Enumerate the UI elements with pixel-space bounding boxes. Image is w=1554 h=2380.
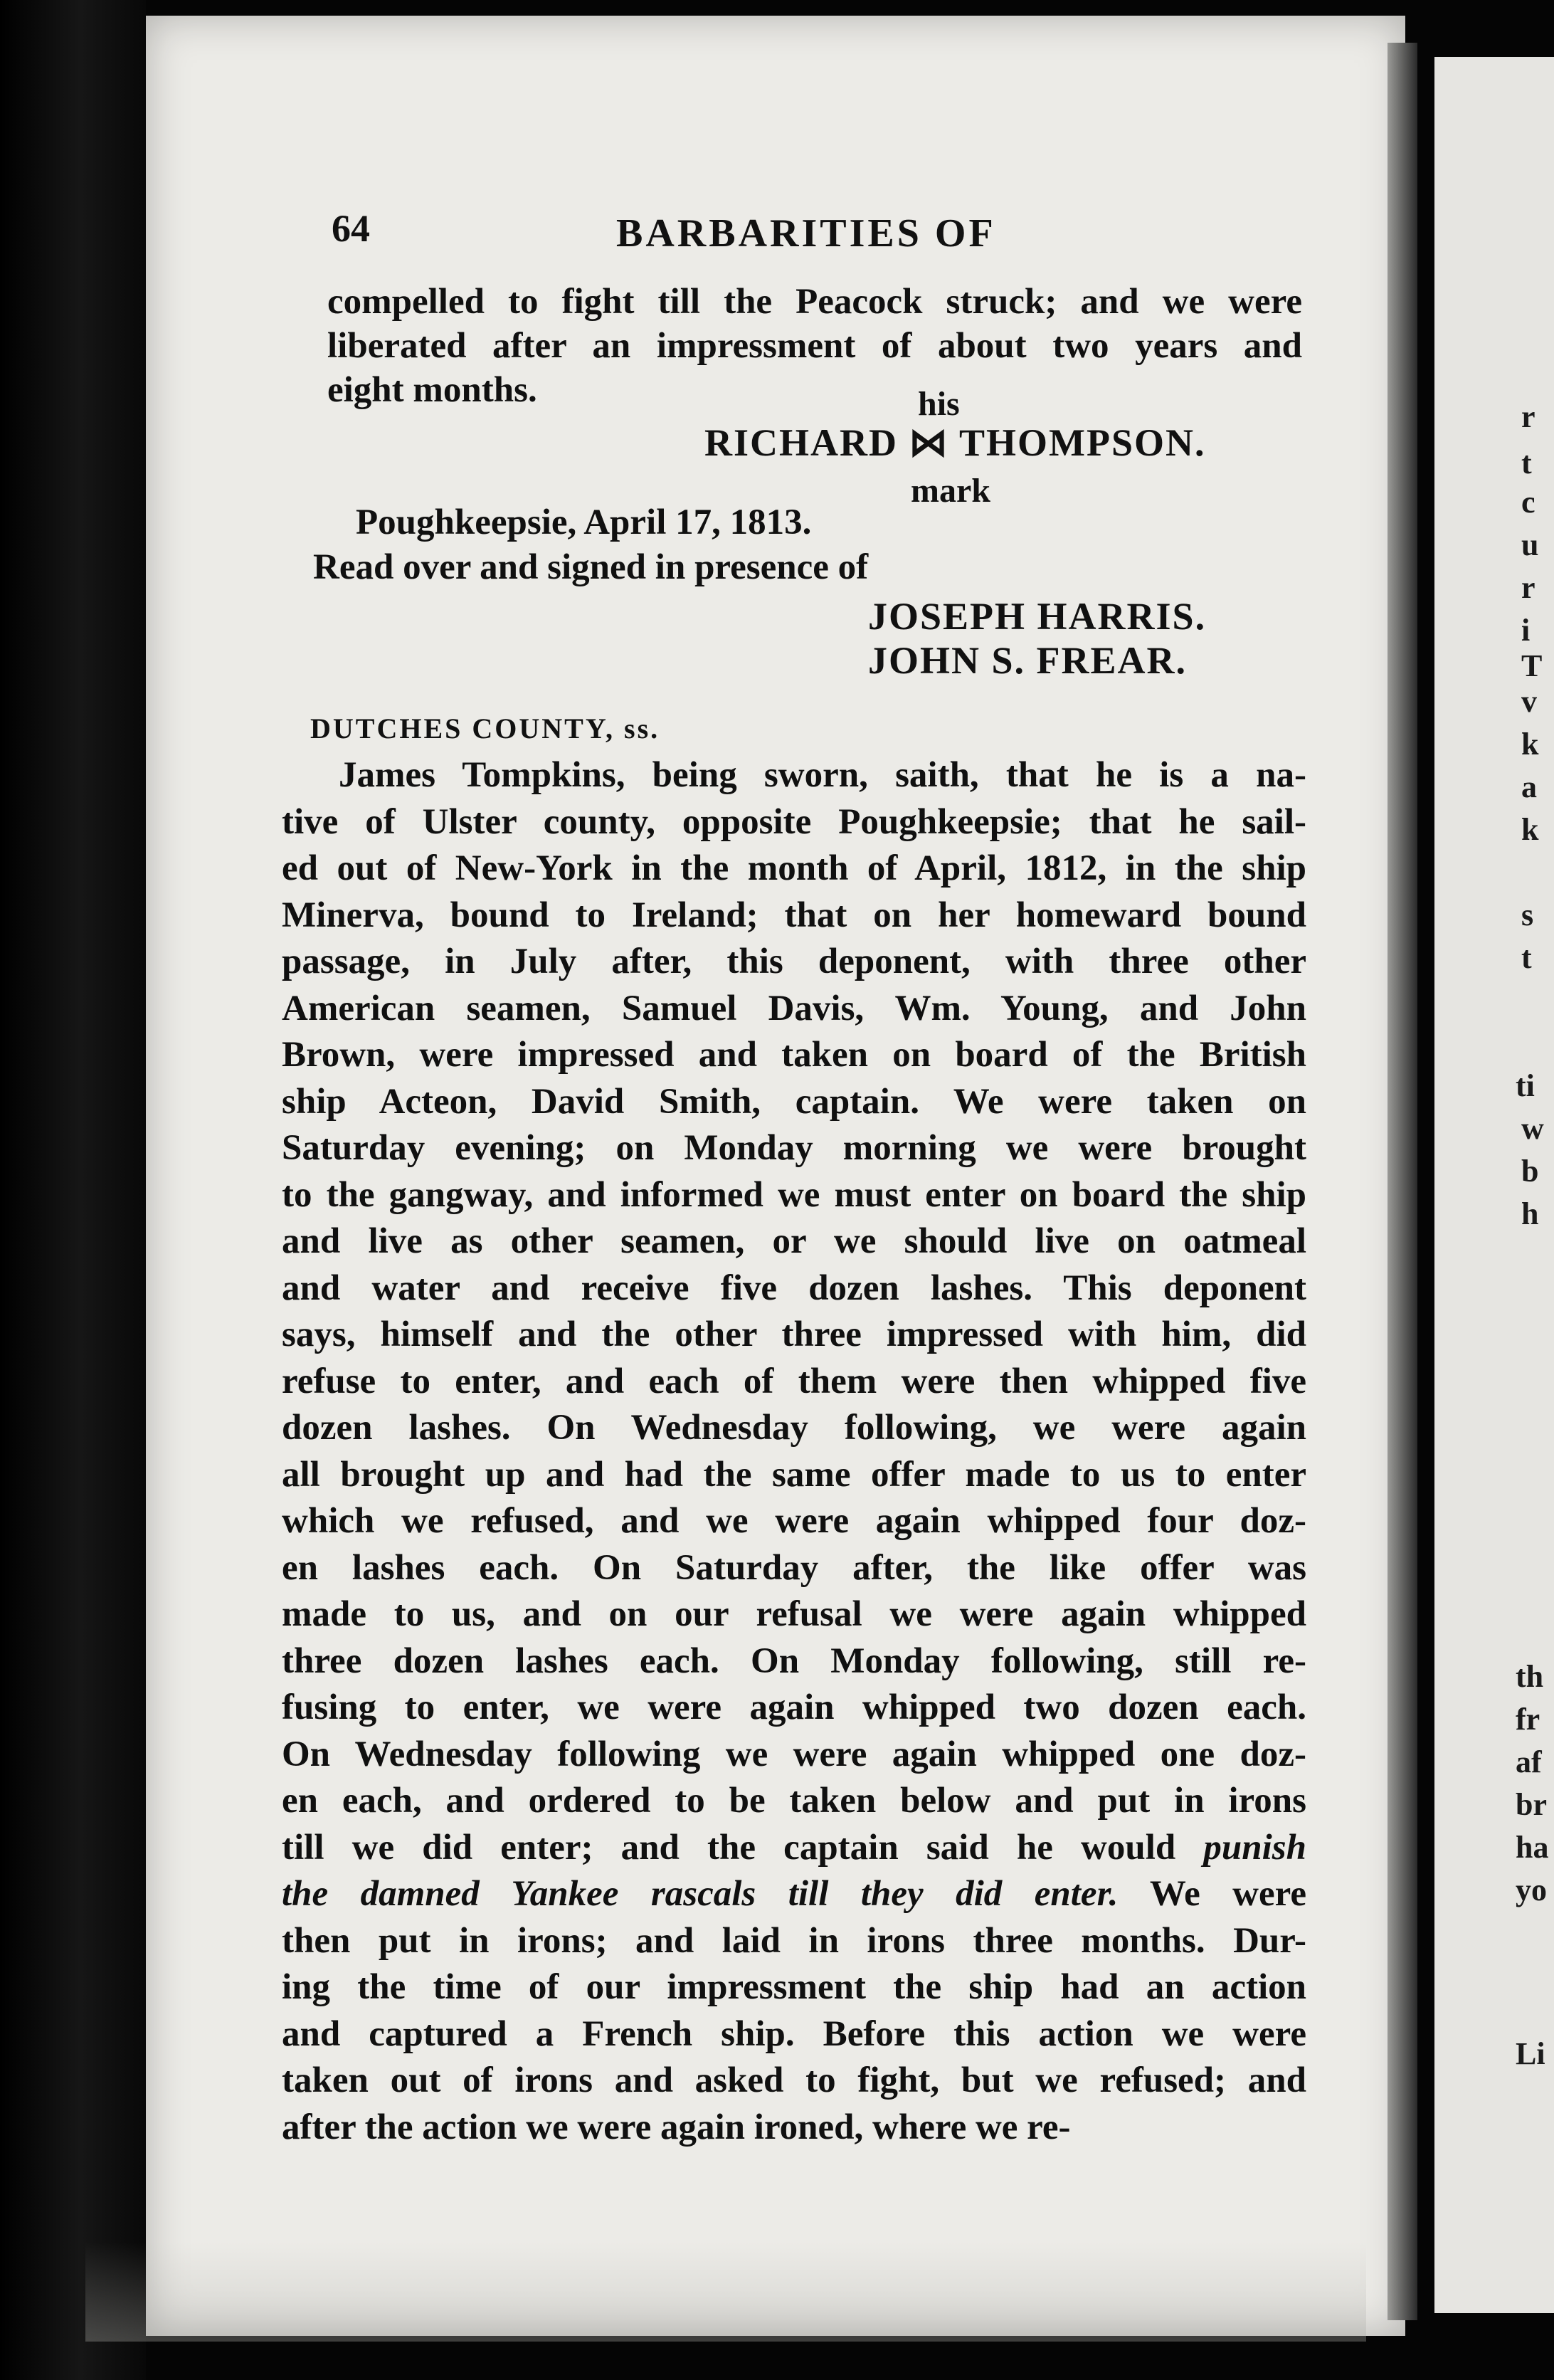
fragment-text: b: [1521, 1154, 1539, 1189]
fragment-text: h: [1521, 1196, 1539, 1231]
text-line: ed out of New-York in the month of April, 1812, in the ship: [282, 848, 1306, 888]
text-line: then put in irons; and laid in irons three months. Dur-: [282, 1920, 1306, 1961]
text-line: taken out of irons and asked to fight, but we refused; and: [282, 2060, 1306, 2100]
running-title: BARBARITIES OF: [616, 211, 996, 256]
fragment-text: a: [1521, 769, 1537, 804]
fragment-text: T: [1521, 648, 1543, 683]
film-border-left: [0, 0, 146, 2380]
fragment-text: t: [1521, 940, 1532, 975]
place-date-text: Poughkeepsie, April 17, 1813.: [356, 502, 812, 542]
page-shading: [85, 2242, 1366, 2342]
text-line: and live as other seamen, or we should live on oatmeal: [282, 1221, 1306, 1261]
read-over-text: Read over and signed in presence of: [313, 547, 869, 587]
text-line: to the gangway, and informed we must enter on board the ship: [282, 1174, 1306, 1215]
text-line: three dozen lashes each. On Monday following, still re-: [282, 1641, 1306, 1681]
text-line: till we did enter; and the captain said he would punish: [282, 1827, 1306, 1868]
signature-mark: mark: [911, 472, 990, 510]
text-line: ing the time of our impressment the ship had an action: [282, 1967, 1306, 2007]
text-line: after the action we were again ironed, where we re-: [282, 2107, 1071, 2147]
fragment-text: v: [1521, 684, 1537, 719]
text-line: Minerva, bound to Ireland; that on her homeward bound: [282, 895, 1306, 935]
text-line: en lashes each. On Saturday after, the like offer was: [282, 1547, 1306, 1588]
text-line: fusing to enter, we were again whipped two dozen each.: [282, 1687, 1306, 1727]
fragment-text: yo: [1516, 1873, 1547, 1907]
fragment-text: u: [1521, 527, 1539, 562]
text-line: eight months.: [327, 370, 537, 410]
fragment-text: r: [1521, 570, 1536, 605]
fragment-text: Li: [1516, 2036, 1545, 2071]
fragment-text: c: [1521, 485, 1536, 520]
page-gutter: [1388, 43, 1417, 2320]
text-line: American seamen, Samuel Davis, Wm. Young, and John: [282, 988, 1306, 1028]
witness-name: JOHN S. FREAR.: [868, 639, 1188, 682]
fragment-text: th: [1516, 1659, 1544, 1694]
text-line: passage, in July after, this deponent, with three other: [282, 942, 1306, 981]
text-line: James Tompkins, being sworn, saith, that he is a na-: [339, 755, 1306, 795]
text-line: On Wednesday following we were again whipped one doz-: [282, 1734, 1306, 1774]
text-line: Saturday evening; on Monday morning we were brought: [282, 1128, 1306, 1168]
signature-name: RICHARD ⋈ THOMPSON.: [704, 421, 1206, 464]
text-line: ship Acteon, David Smith, captain. We were taken on: [282, 1081, 1306, 1122]
text-line: en each, and ordered to be taken below and put in irons: [282, 1781, 1306, 1821]
fragment-text: i: [1521, 613, 1531, 648]
page-number: 64: [332, 207, 370, 250]
text-line: made to us, and on our refusal we were again whipped: [282, 1594, 1306, 1634]
fragment-text: k: [1521, 727, 1539, 762]
fragment-text: fr: [1516, 1702, 1540, 1737]
text-line: refuse to enter, and each of them were then whipped five: [282, 1361, 1306, 1401]
page-header: [332, 206, 1328, 263]
fragment-text: w: [1521, 1111, 1544, 1146]
county-heading: DUTCHES COUNTY, ss.: [310, 712, 660, 744]
fragment-text: ti: [1516, 1068, 1535, 1103]
signature-his: his: [918, 385, 960, 423]
text-line: the damned Yankee rascals till they did enter. We were: [282, 1874, 1307, 1914]
text-line: liberated after an impressment of about two years and: [327, 326, 1302, 366]
text-line: dozen lashes. On Wednesday following, we were again: [282, 1408, 1306, 1448]
text-line: says, himself and the other three impressed with him, did: [282, 1315, 1306, 1354]
text-line: which we refused, and we were again whipped four doz-: [282, 1501, 1306, 1541]
witness-name: JOSEPH HARRIS.: [868, 595, 1207, 638]
fragment-text: t: [1521, 446, 1532, 480]
fragment-text: r: [1521, 399, 1536, 434]
text-line: all brought up and had the same offer made to us to enter: [282, 1454, 1306, 1495]
text-line: compelled to fight till the Peacock struck; and we were: [327, 282, 1302, 322]
text-line: tive of Ulster county, opposite Poughkeepsie; that he sail-: [282, 801, 1306, 842]
text-line: and water and receive five dozen lashes. This deponent: [282, 1268, 1306, 1308]
fragment-text: af: [1516, 1744, 1542, 1779]
text-line: and captured a French ship. Before this action we were: [282, 2013, 1306, 2054]
fragment-text: k: [1521, 812, 1539, 847]
fragment-text: br: [1516, 1787, 1547, 1822]
text-line: Brown, were impressed and taken on board of the British: [282, 1035, 1306, 1075]
fragment-text: s: [1521, 897, 1534, 932]
fragment-text: ha: [1516, 1830, 1549, 1865]
